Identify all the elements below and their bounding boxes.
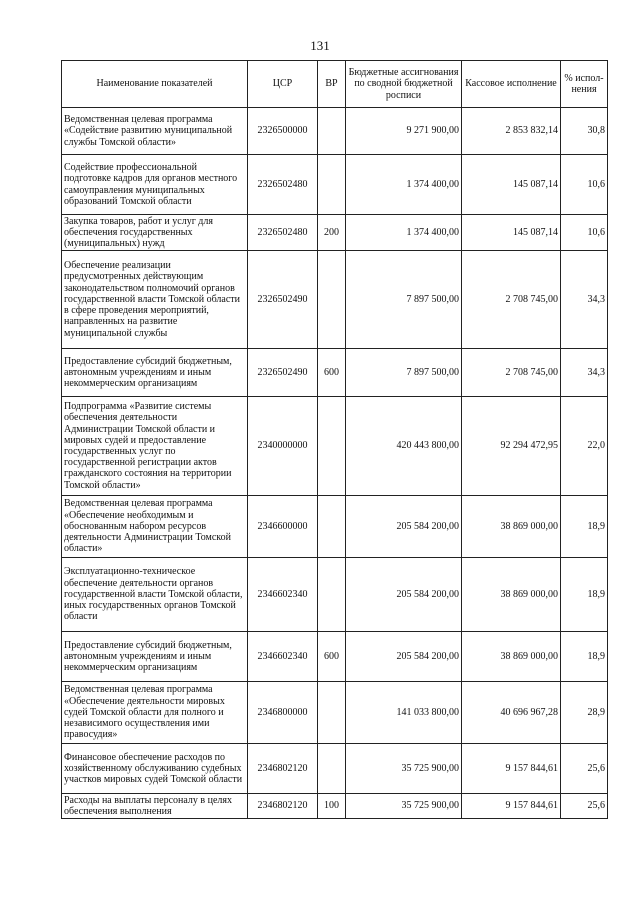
row-vr [318,155,346,215]
table-row [62,794,608,819]
row-execution: 2 708 745,00 [462,349,561,397]
row-percent: 30,8 [561,108,608,155]
row-vr: 200 [318,215,346,251]
row-csr: 2346802120 [248,744,318,794]
header-name: Наименование показателей [62,61,248,108]
row-allocation: 35 725 900,00 [346,794,462,819]
row-allocation: 35 725 900,00 [346,744,462,794]
row-name: Ведомственная целевая программа «Содействие развитию муниципальной службы Томской области» [62,108,248,155]
row-vr [318,744,346,794]
row-allocation: 420 443 800,00 [346,397,462,496]
row-csr: 2346602340 [248,558,318,632]
header-vr: ВР [318,61,346,108]
header-percent: % испол-нения [561,61,608,108]
row-allocation: 7 897 500,00 [346,251,462,349]
row-name: Обеспечение реализации предусмотренных действующим законодательством полномочий органов государственной власти Томской области в сфере проведения мероприятий, направленных на развитие муниципальной службы [62,251,248,349]
row-percent: 18,9 [561,558,608,632]
row-execution: 2 853 832,14 [462,108,561,155]
row-csr: 2326502480 [248,155,318,215]
table-row [62,108,608,155]
header-execution: Кассовое исполнение [462,61,561,108]
header-allocations: Бюджетные ассигнования по сводной бюджетной росписи [346,61,462,108]
budget-execution-table [61,60,608,819]
table-row [62,744,608,794]
row-vr [318,397,346,496]
row-vr [318,558,346,632]
table-row [62,251,608,349]
row-execution: 38 869 000,00 [462,632,561,682]
table-row [62,632,608,682]
row-name: Подпрограмма «Развитие системы обеспечения деятельности Администрации Томской области и мировых судей и предоставление государственных услуг по государственной регистрации актов гражданского состояния на территории Томской области» [62,397,248,496]
row-vr [318,251,346,349]
row-percent: 34,3 [561,349,608,397]
table-row [62,215,608,251]
row-csr: 2326502490 [248,251,318,349]
row-percent: 10,6 [561,215,608,251]
table-row [62,397,608,496]
row-percent: 34,3 [561,251,608,349]
table-row [62,682,608,744]
row-name: Закупка товаров, работ и услуг для обеспечения государственных (муниципальных) нужд [62,215,248,251]
row-allocation: 1 374 400,00 [346,215,462,251]
row-execution: 9 157 844,61 [462,744,561,794]
row-allocation: 9 271 900,00 [346,108,462,155]
row-execution: 145 087,14 [462,155,561,215]
table-row [62,496,608,558]
row-percent: 22,0 [561,397,608,496]
table-row [62,558,608,632]
row-execution: 9 157 844,61 [462,794,561,819]
row-csr: 2326500000 [248,108,318,155]
row-allocation: 1 374 400,00 [346,155,462,215]
row-name: Ведомственная целевая программа «Обеспечение необходимым и обоснованным набором ресурсов деятельности Администрации Томской области» [62,496,248,558]
row-csr: 2346600000 [248,496,318,558]
table-row [62,349,608,397]
row-vr: 600 [318,349,346,397]
row-name: Предоставление субсидий бюджетным, автономным учреждениям и иным некоммерческим организациям [62,632,248,682]
table-header-row [62,61,608,108]
row-vr [318,682,346,744]
row-allocation: 7 897 500,00 [346,349,462,397]
row-execution: 38 869 000,00 [462,496,561,558]
row-csr: 2326502480 [248,215,318,251]
row-name: Расходы на выплаты персоналу в целях обеспечения выполнения [62,794,248,819]
row-name: Эксплуатационно-техническое обеспечение деятельности органов государственной власти Томской области, иных государственных органов Томской области [62,558,248,632]
row-percent: 10,6 [561,155,608,215]
row-execution: 40 696 967,28 [462,682,561,744]
row-name: Финансовое обеспечение расходов по хозяйственному обслуживанию судебных участков мировых судей Томской области [62,744,248,794]
table-row [62,155,608,215]
row-allocation: 205 584 200,00 [346,632,462,682]
row-percent: 18,9 [561,632,608,682]
row-csr: 2346602340 [248,632,318,682]
row-allocation: 205 584 200,00 [346,558,462,632]
row-name: Предоставление субсидий бюджетным, автономным учреждениям и иным некоммерческим организациям [62,349,248,397]
row-execution: 2 708 745,00 [462,251,561,349]
header-csr: ЦСР [248,61,318,108]
row-percent: 25,6 [561,794,608,819]
row-percent: 18,9 [561,496,608,558]
row-percent: 25,6 [561,744,608,794]
row-name: Содействие профессиональной подготовке кадров для органов местного самоуправления муниципальных образований Томской области [62,155,248,215]
row-vr [318,108,346,155]
row-vr: 100 [318,794,346,819]
row-vr [318,496,346,558]
row-csr: 2326502490 [248,349,318,397]
row-allocation: 205 584 200,00 [346,496,462,558]
row-execution: 38 869 000,00 [462,558,561,632]
row-execution: 92 294 472,95 [462,397,561,496]
row-allocation: 141 033 800,00 [346,682,462,744]
row-vr: 600 [318,632,346,682]
row-csr: 2346800000 [248,682,318,744]
row-csr: 2346802120 [248,794,318,819]
row-name: Ведомственная целевая программа «Обеспечение деятельности мировых судей Томской области для полного и независимого осуществления ими правосудия» [62,682,248,744]
row-execution: 145 087,14 [462,215,561,251]
row-percent: 28,9 [561,682,608,744]
page-number: 131 [310,38,330,53]
row-csr: 2340000000 [248,397,318,496]
